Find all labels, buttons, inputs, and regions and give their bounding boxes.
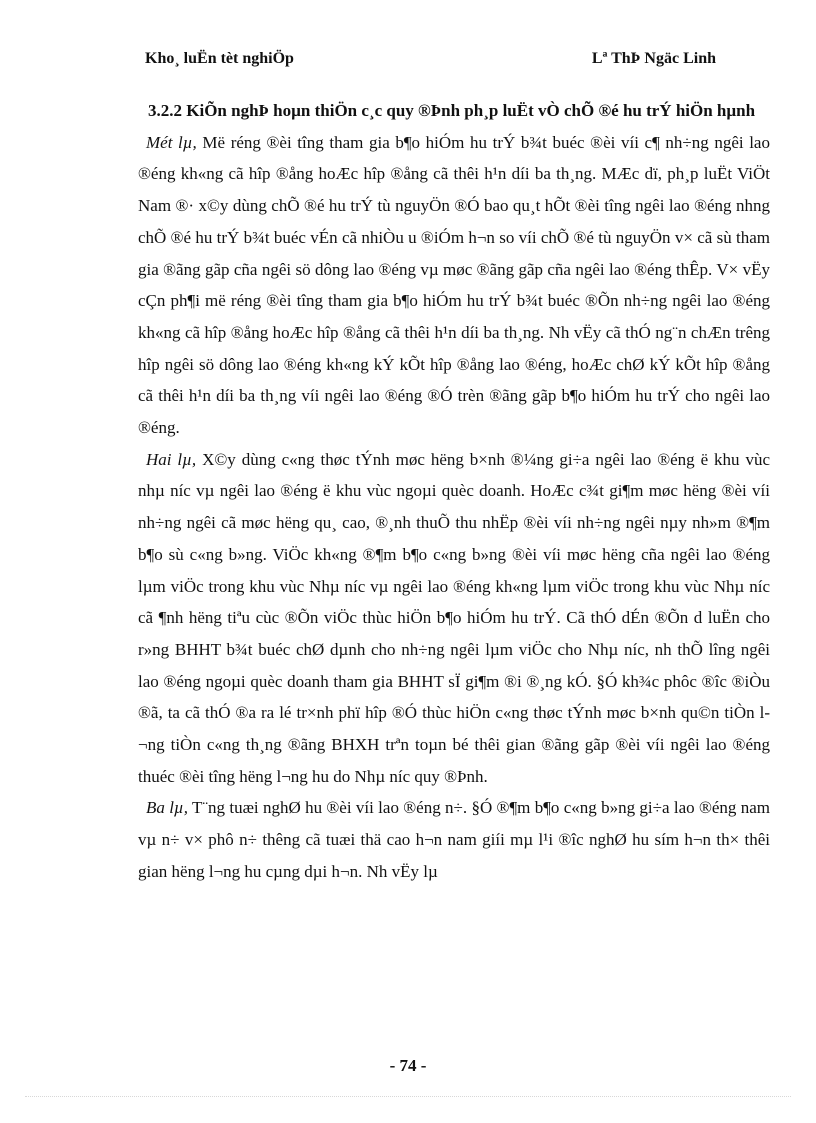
paragraph-lead: Mét lµ, [146,132,197,152]
document-body [138,95,770,888]
paragraph-first [138,127,770,444]
page-bottom-divider [25,1096,791,1097]
section-heading: 3.2.2 KiÕn nghÞ hoµn thiÖn c¸c quy ®Þnh ph¸p luËt vÒ chÕ ®é hu trÝ hiÖn hµnh [148,101,756,120]
paragraph-text: T¨ng tuæi nghØ hu ®èi víi lao ®éng n÷. §Ó ®¶m b¶o c«ng b»ng gi÷a lao ®éng nam vµ n÷ v× phô n÷ thêng cã tuæi thä cao h¬n nam giíi mµ l¹i ®îc nghØ hu sím h¬n th× thêi gian hëng l¬ng hu cµng dµi h¬n. Nh vËy lµ [138,798,770,881]
paragraph-lead: Ba lµ, [146,798,188,818]
paragraph-text: X©y dùng c«ng thøc tÝnh møc hëng b×nh ®¼ng gi÷a ngêi lao ®éng ë khu vùc nhµ níc vµ ngêi lao ®éng ë khu vùc ngoµi quèc doanh. HoÆc c¾t gi¶m møc hëng ®èi víi nh÷ng ngêi cã møc hëng qu¸ cao, ®¸nh thuÕ thu nhËp ®èi víi nh÷ng ngêi nµy nh»m ®¶m b¶o sù c«ng b»ng. ViÖc kh«ng ®¶m b¶o c«ng b»ng ®èi víi møc hëng cña ngêi lao ®éng lµm viÖc trong khu vùc Nhµ níc vµ ngêi lao ®éng kh«ng lµm viÖc trong khu vùc Nhµ níc cã ¶nh hëng tiªu cùc ®Õn viÖc thùc hiÖn b¶o hiÓm hu trÝ. Cã thÓ dÉn ®Õn d luËn cho r»ng BHHT b¾t buéc chØ dµnh cho nh÷ng ngêi lµm viÖc cho Nhµ níc, nh thÕ lîng ngêi lao ®éng ngoµi quèc doanh tham gia BHHT sÏ gi¶m ®i ®¸ng kÓ. §Ó kh¾c phôc ®îc ®iÒu ®ã, ta cã thÓ ®a ra lé tr×nh phï hîp ®Ó thùc hiÖn c«ng thøc tÝnh møc b×nh qu©n tiÒn l¬ng tiÒn c«ng th¸ng ®ãng BHXH trªn toµn bé thêi gian ®ãng gãp ®èi víi ngêi lao ®éng thuéc ®èi tîng hëng l¬ng hu do Nhµ níc quy ®Þnh. [138,449,770,786]
page-number: - 74 - [389,1056,427,1075]
header-author-name: Lª ThÞ Ngäc Linh [591,50,716,67]
paragraph-third [138,792,770,887]
header-thesis-label: Kho¸ luËn tèt nghiÖp [145,50,294,67]
paragraph-text: Më réng ®èi tîng tham gia b¶o hiÓm hu trÝ b¾t buéc ®èi víi c¶ nh÷ng ngêi lao ®éng kh«ng cã hîp ®ång hoÆc hîp ®ång cã thêi h¹n díi ba th¸ng. MÆc dï, ph¸p luËt ViÖt Nam ®· x©y dùng chÕ ®é hu trÝ tù nguyÖn ®Ó bao qu¸t hÕt ®èi tîng ngêi lao ®éng nhng chÕ ®é hu trÝ b¾t buéc vÉn cã nhiÒu u ®iÓm h¬n so víi chÕ ®é tù nguyÖn v× cã sù tham gia ®ãng gãp cña ngêi sö dông lao ®éng vµ møc ®ãng gãp cña ngêi lao ®éng thÊp. V× vËy cÇn ph¶i më réng ®èi tîng tham gia b¶o hiÓm hu trÝ b¾t buéc ®Õn nh÷ng ngêi lao ®éng kh«ng cã hîp ®ång hoÆc hîp ®ång cã thêi h¹n díi ba th¸ng. Nh vËy cã thÓ ng¨n chÆn trêng hîp ngêi sö dông lao ®éng kh«ng kÝ kÕt hîp ®ång lao ®éng, hoÆc chØ kÝ kÕt hîp ®ång cã thêi h¹n díi ba th¸ng víi ngêi lao ®éng ®Ó trèn ®ãng gãp b¶o hiÓm hu trÝ cho ngêi lao ®éng. [138,132,770,438]
page-header [145,50,716,72]
paragraph-second [138,444,770,793]
paragraph-lead: Hai lµ, [146,449,197,469]
